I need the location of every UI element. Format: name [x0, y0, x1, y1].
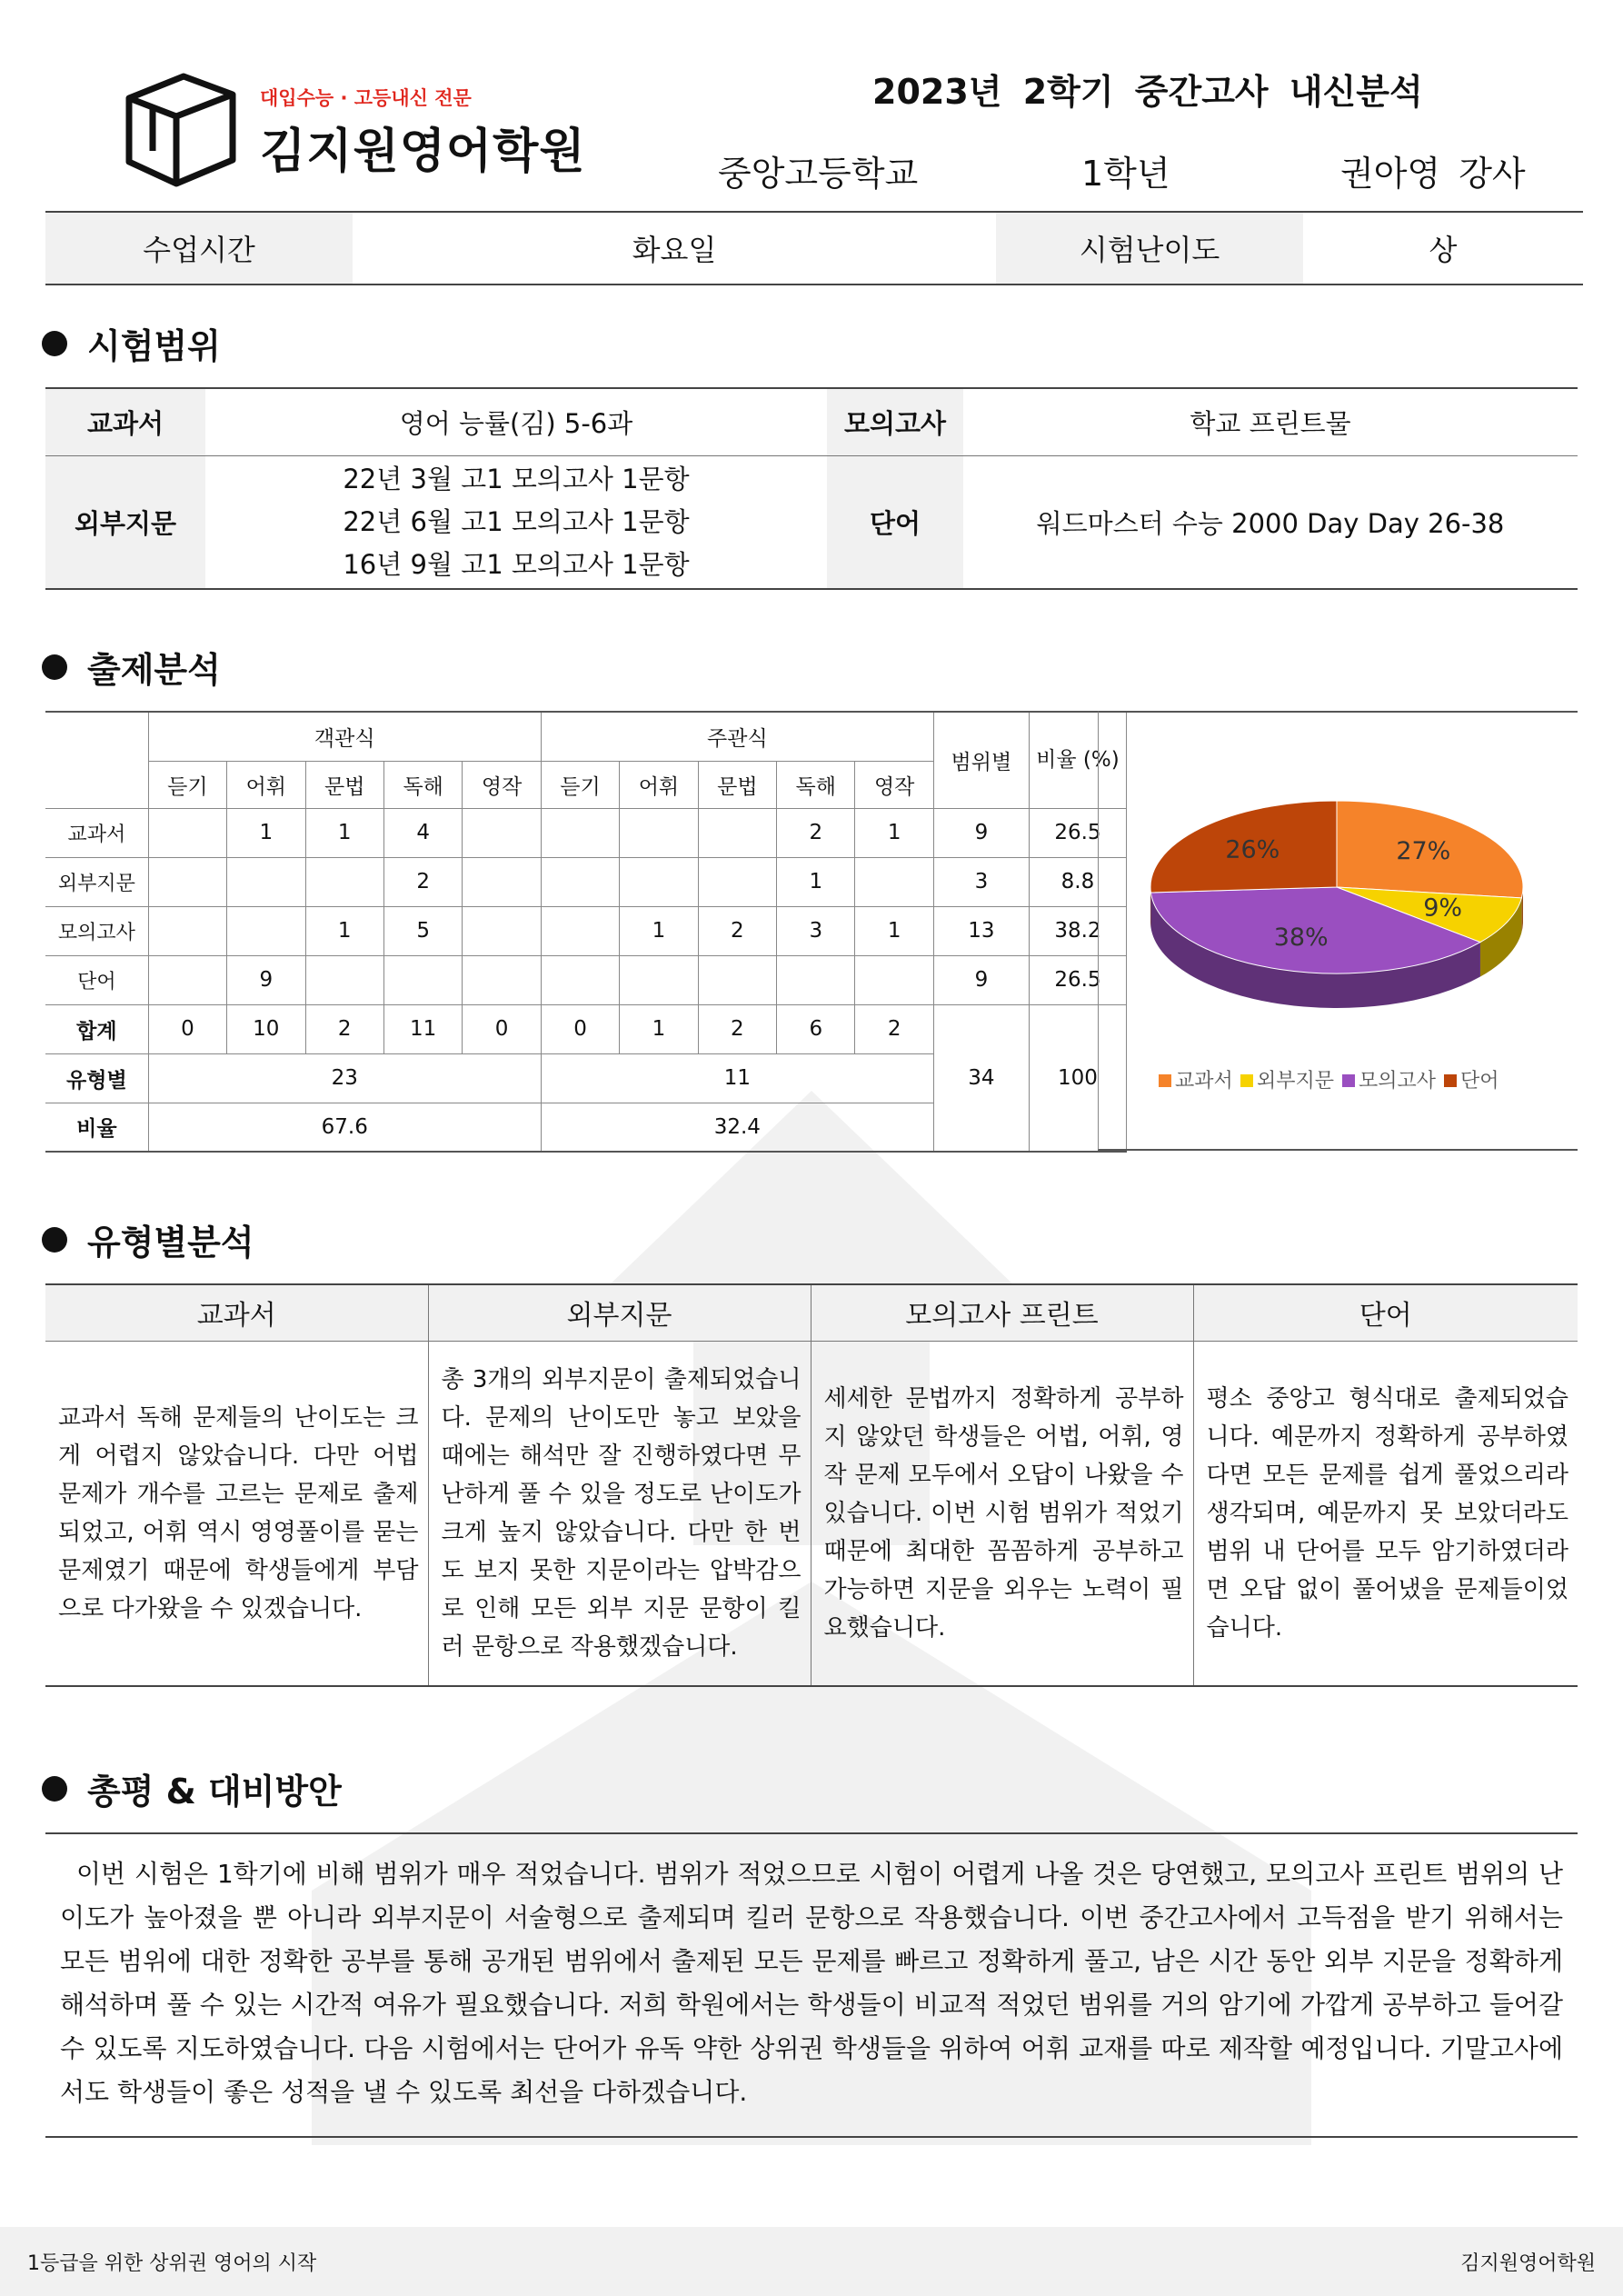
document-title: 2023년 2학기 중간고사 내신분석: [872, 72, 1423, 112]
count-cell: [227, 857, 305, 906]
logo-tagline: 대입수능 · 고등내신 전문: [260, 87, 472, 109]
pie-data-label: 38%: [1273, 923, 1329, 953]
count-cell: 3: [777, 906, 855, 955]
count-cell: 1: [305, 906, 383, 955]
count-cell: [698, 808, 776, 857]
footer-brand: 김지원영어학원: [1460, 2251, 1596, 2275]
pie-chart: [1119, 751, 1555, 1133]
subheader-cell: 독해: [777, 761, 855, 808]
total-cell: 2: [305, 1004, 383, 1053]
logo-name: 김지원영어학원: [260, 125, 586, 179]
mock-exam-value: 학교 프린트물: [963, 388, 1578, 455]
count-cell: [855, 955, 933, 1004]
count-cell: 5: [383, 906, 462, 955]
section-title-text: 총평 & 대비방안: [87, 1772, 342, 1812]
section-title-range: [42, 318, 221, 368]
total-cell: 10: [227, 1004, 305, 1053]
count-cell: 1: [620, 906, 698, 955]
external-passage-item: 22년 6월 고1 모의고사 1문항: [343, 505, 690, 537]
grand-total: 34: [933, 1004, 1029, 1152]
ratio-cell: 26.5: [1029, 808, 1126, 857]
difficulty-value: 상: [1429, 233, 1458, 267]
count-cell: 1: [305, 808, 383, 857]
count-cell: [148, 857, 226, 906]
count-cell: [620, 955, 698, 1004]
range-header: 범위별: [933, 712, 1029, 808]
subheader-cell: 영작: [855, 761, 933, 808]
section-title-types: [42, 1214, 254, 1264]
analysis-table: [45, 711, 1127, 1153]
type-text-external: 총 3개의 외부지문이 출제되었습니다. 문제의 난이도만 놓고 보았을 때에는 해석만 잘 진행하였다면 무난하게 풀 수 있을 정도로 난이도가 크게 높지 않았습니다. 다만 한 번도 보지 못한 지문이라는 압박감으로 인해 모든 외부 지문 문항이 킬러 문항으로 작용했겠습니다.: [428, 1341, 811, 1686]
teacher-name: 권아영 강사: [1340, 154, 1526, 194]
section-title-text: 유형별분석: [87, 1223, 254, 1263]
section-title-text: 시험범위: [87, 326, 221, 366]
subheader-cell: 듣기: [148, 761, 226, 808]
section-title-text: 출제분석: [87, 650, 221, 690]
by-type-label: 유형별: [45, 1053, 148, 1103]
range-cell: 9: [933, 955, 1029, 1004]
count-cell: [148, 955, 226, 1004]
legend-label: 모의고사: [1359, 1070, 1437, 1093]
count-cell: 2: [777, 808, 855, 857]
ratio-objective: 67.6: [148, 1103, 541, 1152]
count-cell: 1: [777, 857, 855, 906]
legend-label: 교과서: [1175, 1070, 1233, 1093]
count-cell: 9: [227, 955, 305, 1004]
legend-label: 외부지문: [1257, 1070, 1335, 1093]
total-cell: 6: [777, 1004, 855, 1053]
type-text-mock: 세세한 문법까지 정확하게 공부하지 않았던 학생들은 어법, 어휘, 영작 문제 모두에서 오답이 나왔을 수 있습니다. 이번 시험 범위가 적었기 때문에 최대한 꼼꼼하게 공부하고 가능하면 지문을 외우는 노력이 필요했습니다.: [811, 1341, 1193, 1686]
bullet-icon: [42, 654, 67, 680]
count-cell: [305, 857, 383, 906]
pie-data-label: 9%: [1423, 893, 1463, 923]
count-cell: [541, 906, 619, 955]
count-cell: [541, 955, 619, 1004]
total-cell: 11: [383, 1004, 462, 1053]
mock-exam-label: 모의고사: [827, 388, 963, 455]
count-cell: 2: [383, 857, 462, 906]
document-header: [45, 55, 1581, 209]
section-title-analysis: [42, 642, 221, 692]
count-cell: 4: [383, 808, 462, 857]
bullet-icon: [42, 1776, 67, 1802]
difficulty-label: 시험난이도: [996, 213, 1303, 284]
type-analysis-table: [45, 1283, 1578, 1687]
type-header-mock: 모의고사 프린트: [811, 1284, 1193, 1341]
external-passage-item: 16년 9월 고1 모의고사 1문항: [343, 548, 690, 580]
grade: 1학년: [1081, 154, 1170, 194]
row-label: 모의고사: [45, 906, 148, 955]
ratio-label: 비율: [45, 1103, 148, 1152]
subheader-cell: 어휘: [620, 761, 698, 808]
pie-data-label: 26%: [1225, 835, 1280, 864]
type-header-vocab: 단어: [1193, 1284, 1578, 1341]
total-label: 합계: [45, 1004, 148, 1053]
count-cell: [463, 955, 541, 1004]
analysis-row: [45, 857, 1127, 906]
subheader-cell: 문법: [698, 761, 776, 808]
analysis-row: [45, 906, 1127, 955]
count-cell: [620, 808, 698, 857]
ratio-header: 비율 (%): [1029, 712, 1126, 808]
count-cell: [305, 955, 383, 1004]
by-type-objective: 23: [148, 1053, 541, 1103]
corner-cell: [45, 712, 148, 808]
type-header-external: 외부지문: [428, 1284, 811, 1341]
analysis-row: [45, 808, 1127, 857]
row-label: 단어: [45, 955, 148, 1004]
total-cell: 1: [620, 1004, 698, 1053]
count-cell: [698, 857, 776, 906]
total-cell: 0: [463, 1004, 541, 1053]
class-time-value: 화요일: [632, 233, 717, 267]
count-cell: 1: [855, 808, 933, 857]
count-cell: [463, 857, 541, 906]
legend-swatch: [1240, 1074, 1253, 1087]
vocab-label: 단어: [827, 455, 963, 589]
ratio-cell: 8.8: [1029, 857, 1126, 906]
type-header-textbook: 교과서: [45, 1284, 428, 1341]
legend-swatch: [1159, 1074, 1171, 1087]
type-text-textbook: 교과서 독해 문제들의 난이도는 크게 어렵지 않았습니다. 다만 어법 문제가 개수를 고르는 문제로 출제되었고, 어휘 역시 영영풀이를 묻는 문제였기 때문에 학생들에게 부담으로 다가왔을 수 있겠습니다.: [45, 1341, 428, 1686]
pie-chart-panel: [1098, 711, 1578, 1151]
objective-header: 객관식: [148, 712, 541, 761]
subheader-cell: 어휘: [227, 761, 305, 808]
count-cell: [620, 857, 698, 906]
count-cell: 1: [855, 906, 933, 955]
total-cell: 0: [541, 1004, 619, 1053]
range-cell: 3: [933, 857, 1029, 906]
textbook-label: 교과서: [45, 388, 205, 455]
count-cell: 1: [227, 808, 305, 857]
pie-data-label: 27%: [1396, 837, 1451, 866]
legend-label: 단어: [1460, 1070, 1499, 1093]
subheader-cell: 독해: [383, 761, 462, 808]
subjective-header: 주관식: [541, 712, 933, 761]
count-cell: [777, 955, 855, 1004]
range-cell: 9: [933, 808, 1029, 857]
external-passage-list: [205, 455, 827, 589]
subheader-cell: 듣기: [541, 761, 619, 808]
ratio-cell: 26.5: [1029, 955, 1126, 1004]
total-cell: 2: [855, 1004, 933, 1053]
grand-ratio: 100: [1029, 1004, 1126, 1152]
external-passage-label: 외부지문: [45, 455, 205, 589]
legend-swatch: [1342, 1074, 1355, 1087]
class-time-label: 수업시간: [45, 213, 353, 284]
row-label: 외부지문: [45, 857, 148, 906]
count-cell: [383, 955, 462, 1004]
school-name: 중앙고등학교: [718, 154, 919, 194]
bullet-icon: [42, 1227, 67, 1253]
count-cell: [463, 808, 541, 857]
count-cell: [698, 955, 776, 1004]
external-passage-item: 22년 3월 고1 모의고사 1문항: [343, 463, 690, 494]
total-cell: 2: [698, 1004, 776, 1053]
subheader-cell: 문법: [305, 761, 383, 808]
legend-swatch: [1444, 1074, 1457, 1087]
count-cell: [541, 808, 619, 857]
total-cell: 0: [148, 1004, 226, 1053]
count-cell: [148, 906, 226, 955]
section-title-summary: [42, 1763, 342, 1813]
row-label: 교과서: [45, 808, 148, 857]
vocab-value: 워드마스터 수능 2000 Day Day 26-38: [963, 455, 1578, 589]
count-cell: [148, 808, 226, 857]
textbook-value: 영어 능률(김) 5-6과: [205, 388, 827, 455]
range-cell: 13: [933, 906, 1029, 955]
analysis-row: [45, 955, 1127, 1004]
count-cell: 2: [698, 906, 776, 955]
page-footer: [0, 2227, 1623, 2296]
ratio-cell: 38.2: [1029, 906, 1126, 955]
footer-slogan: 1등급을 위한 상위권 영어의 시작: [27, 2251, 317, 2275]
info-bar: [45, 211, 1583, 285]
summary-text: 이번 시험은 1학기에 비해 범위가 매우 적었습니다. 범위가 적었으므로 시험이 어렵게 나올 것은 당연했고, 모의고사 프린트 범위의 난이도가 높아졌을 뿐 아니라 외부지문이 서술형으로 출제되며 킬러 문항으로 작용했습니다. 이번 중간고사에서 고득점을 받기 위해서는 모든 범위에 대한 정확한 공부를 통해 공개된 범위에서 출제된 모든 문제를 빠르고 정확하게 풀고, 남은 시간 동안 외부 지문을 정확하게 해석하며 풀 수 있는 시간적 여유가 필요했습니다. 저희 학원에서는 학생들이 비교적 적었던 범위를 거의 암기에 가깝게 공부하고 들어갈 수 있도록 지도하였습니다. 다음 시험에서는 단어가 유독 약한 상위권 학생들을 위하여 어휘 교재를 따로 제작할 예정입니다. 기말고사에서도 학생들이 좋은 성적을 낼 수 있도록 최선을 다하겠습니다.: [45, 1832, 1578, 2138]
subheader-cell: 영작: [463, 761, 541, 808]
count-cell: [227, 906, 305, 955]
logo-box-icon: [122, 71, 240, 189]
by-type-subjective: 11: [541, 1053, 933, 1103]
bullet-icon: [42, 331, 67, 356]
exam-range-table: [45, 387, 1578, 590]
type-text-vocab: 평소 중앙고 형식대로 출제되었습니다. 예문까지 정확하게 공부하였다면 모든 문제를 쉽게 풀었으리라 생각되며, 예문까지 못 보았더라도 범위 내 단어를 모두 암기하였더라면 오답 없이 풀어냈을 문제들이었습니다.: [1206, 1384, 1568, 1642]
count-cell: [855, 857, 933, 906]
count-cell: [463, 906, 541, 955]
ratio-subjective: 32.4: [541, 1103, 933, 1152]
count-cell: [541, 857, 619, 906]
analysis-body: [45, 808, 1127, 1004]
